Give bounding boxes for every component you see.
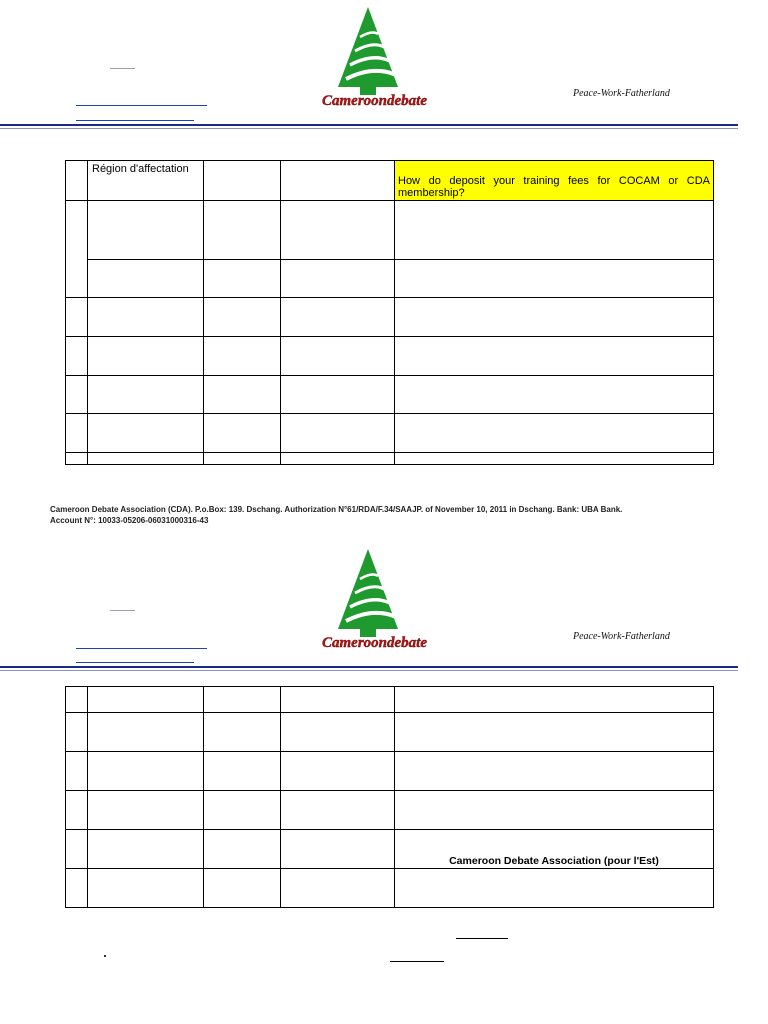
motto: Peace-Work-Fatherland: [573, 631, 670, 642]
cell[interactable]: [88, 791, 204, 830]
cell: [66, 791, 88, 830]
region-header: Région d'affectation: [88, 161, 204, 201]
motto: Peace-Work-Fatherland: [573, 88, 670, 99]
header-dash: [110, 610, 135, 611]
header-link-line[interactable]: [76, 120, 194, 121]
cell[interactable]: [204, 376, 281, 414]
cell[interactable]: [88, 414, 204, 453]
cell[interactable]: [395, 687, 714, 713]
footer-address: [50, 504, 700, 526]
footer-line-1: Cameroon Debate Association (CDA). P.o.Box: 139. Dschang. Authorization N°61/RDA/F.34/SAAJP. of November 10, 2011 in Dschang. Bank: UBA Bank.: [50, 505, 623, 514]
cell: [66, 752, 88, 791]
cell[interactable]: [204, 201, 281, 260]
cell[interactable]: [395, 830, 714, 869]
cell: [66, 376, 88, 414]
cell[interactable]: [204, 713, 281, 752]
footer-line-2: Account N°: 10033-05206-06031000316-43: [50, 516, 209, 525]
cell: [281, 161, 395, 201]
cell[interactable]: [395, 791, 714, 830]
cell[interactable]: [395, 414, 714, 453]
cell[interactable]: [204, 830, 281, 869]
cell[interactable]: [395, 869, 714, 908]
cell[interactable]: [88, 260, 204, 298]
signature-line: [456, 938, 508, 939]
cell[interactable]: [395, 337, 714, 376]
logo-text: Cameroondebate: [322, 93, 427, 109]
cell[interactable]: [204, 687, 281, 713]
cameroondebate-logo: [318, 547, 448, 655]
cell[interactable]: [88, 830, 204, 869]
cell[interactable]: [281, 791, 395, 830]
cell[interactable]: [204, 791, 281, 830]
cell[interactable]: [88, 337, 204, 376]
cell: [66, 687, 88, 713]
cell[interactable]: [281, 830, 395, 869]
cell[interactable]: [281, 453, 395, 465]
dot-mark: [104, 955, 106, 957]
cell[interactable]: [281, 201, 395, 260]
cell[interactable]: [204, 414, 281, 453]
header-rule: [0, 666, 738, 668]
cell: [66, 453, 88, 465]
cell[interactable]: [395, 376, 714, 414]
cell[interactable]: [204, 453, 281, 465]
cell: [66, 713, 88, 752]
logo-text: Cameroondebate: [322, 635, 427, 651]
cell[interactable]: [281, 869, 395, 908]
cell: [66, 337, 88, 376]
cell: [66, 161, 88, 201]
cell[interactable]: [204, 869, 281, 908]
cell[interactable]: [204, 337, 281, 376]
cell[interactable]: [88, 713, 204, 752]
cell: [66, 414, 88, 453]
cell[interactable]: [281, 414, 395, 453]
cell: [66, 869, 88, 908]
cell[interactable]: [395, 752, 714, 791]
cameroondebate-logo: [318, 5, 448, 113]
cell[interactable]: [204, 752, 281, 791]
cell[interactable]: [281, 687, 395, 713]
signature-line: [390, 961, 444, 962]
cell[interactable]: [281, 337, 395, 376]
header-dash: [110, 68, 135, 69]
cell[interactable]: [88, 869, 204, 908]
cell[interactable]: [395, 201, 714, 260]
cell: [66, 298, 88, 337]
cell[interactable]: [281, 713, 395, 752]
registration-table-1: [65, 160, 714, 465]
cell[interactable]: [88, 298, 204, 337]
cell[interactable]: [204, 260, 281, 298]
header-link-line[interactable]: [76, 662, 194, 663]
header-link-line[interactable]: [76, 648, 207, 649]
header-link-line[interactable]: [76, 105, 207, 106]
cell: [66, 201, 88, 298]
cell[interactable]: [88, 201, 204, 260]
cell[interactable]: [395, 453, 714, 465]
cell[interactable]: [88, 453, 204, 465]
cell[interactable]: [281, 298, 395, 337]
registration-table-2: [65, 686, 714, 908]
header-rule-thin: [0, 670, 738, 671]
fees-question-header: How do deposit your training fees for COCAM or CDA membership?: [395, 161, 714, 201]
cell[interactable]: [204, 298, 281, 337]
cell[interactable]: [88, 752, 204, 791]
cell[interactable]: [281, 752, 395, 791]
cell[interactable]: [281, 260, 395, 298]
header-rule: [0, 124, 738, 126]
cell[interactable]: [281, 376, 395, 414]
header-rule-thin: [0, 128, 738, 129]
cell[interactable]: [88, 687, 204, 713]
cell: [204, 161, 281, 201]
cell[interactable]: [395, 298, 714, 337]
cell[interactable]: [395, 260, 714, 298]
cell[interactable]: [88, 376, 204, 414]
cell[interactable]: [395, 713, 714, 752]
association-label: Cameroon Debate Association (pour l'Est): [449, 855, 659, 867]
cell: [66, 830, 88, 869]
